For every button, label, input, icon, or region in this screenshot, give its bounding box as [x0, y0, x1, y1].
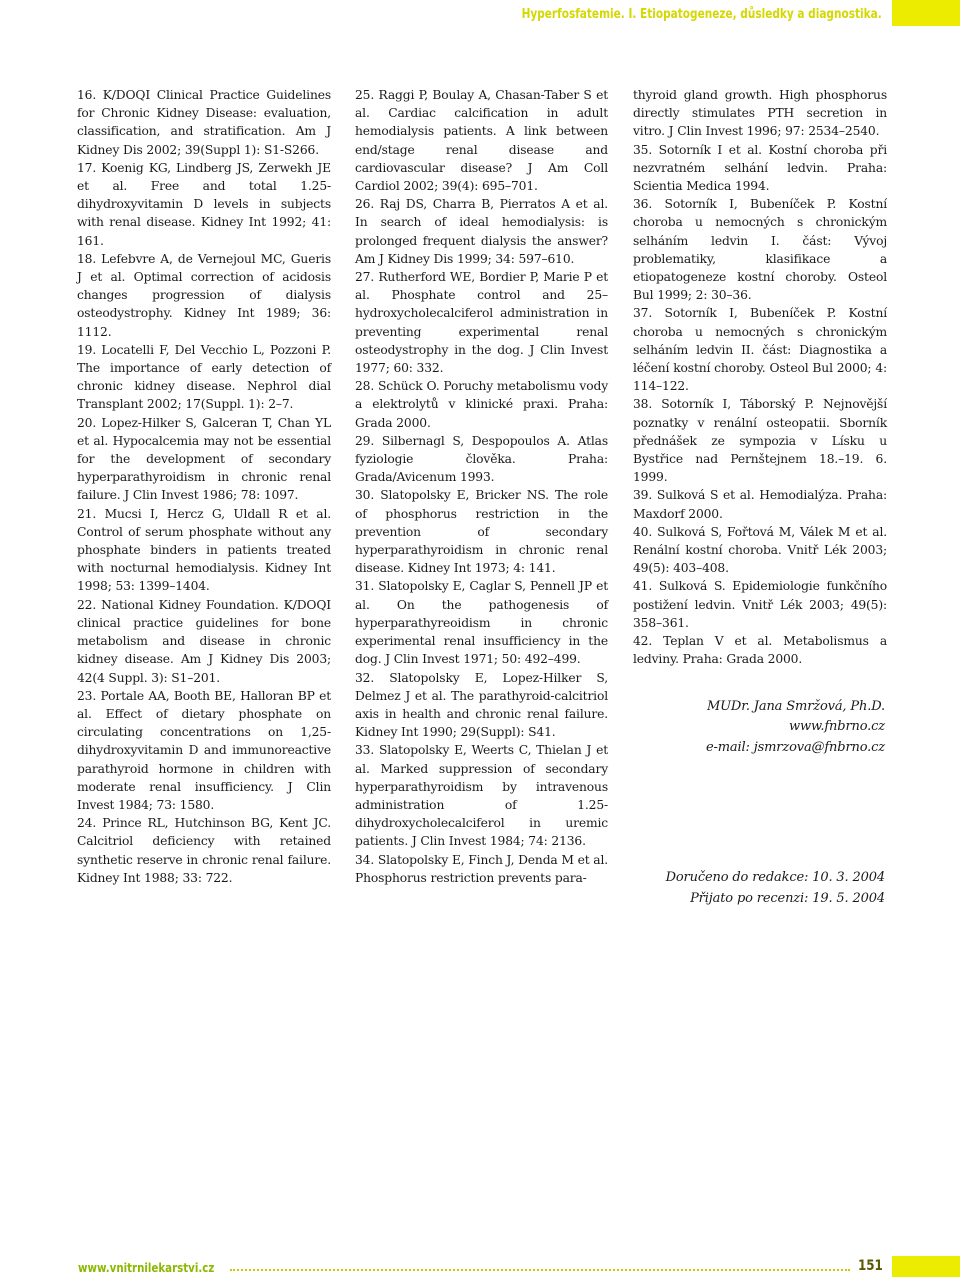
reference-item: 41. Sulková S. Epidemiologie funkčního postižení ledvin. Vnitř Lék 2003; 49(5): 358–361.: [633, 579, 887, 630]
footer-url-link[interactable]: www.vnitrnilekarstvi.cz: [78, 1260, 215, 1275]
footer-color-bar: [892, 1256, 960, 1277]
reference-item: 29. Silbernagl S, Despopoulos A. Atlas fyziologie člověka. Praha: Grada/Avicenum 1993.: [355, 433, 608, 485]
reference-item: 23. Portale AA, Booth BE, Halloran BP et al. Effect of dietary phosphate on circulating concentrations on 1,25-dihydroxyvitamin D and immunoreactive parathyroid hormone in children with moderate renal insufficiency. J Clin Invest 1984; 73: 1580.: [77, 688, 331, 812]
reference-item: 21. Mucsi I, Hercz G, Uldall R et al. Control of serum phosphate without any phosphate binders in patients treated with nocturnal hemodialysis. Kidney Int 1998; 53: 1399–1404.: [77, 506, 331, 594]
footer-dotted-divider: [230, 1269, 850, 1271]
references-column-1: [77, 86, 331, 887]
reference-item: 28. Schück O. Poruchy metabolismu vody a elektrolytů v klinické praxi. Praha: Grada 2000.: [355, 379, 608, 430]
reference-item: 26. Raj DS, Charra B, Pierratos A et al. In search of ideal hemodialysis: is prolonged frequent dialysis the answer? Am J Kidney Dis 1999; 34: 597–610.: [355, 197, 608, 266]
reference-item: 32. Slatopolsky E, Lopez-Hilker S, Delmez J et al. The parathyroid-calcitriol axis in health and chronic renal failure. Kidney Int 1990; 29(Suppl): S41.: [355, 670, 608, 740]
reference-item: 25. Raggi P, Boulay A, Chasan-Taber S et al. Cardiac calcification in adult hemodialysis patients. A link between end/stage renal disease and cardiovascular disease? J Am Coll Cardiol 2002; 39(4): 695–701.: [355, 88, 608, 194]
page-number: 151: [858, 1258, 883, 1274]
references-column-3: [633, 86, 887, 909]
reference-item: 40. Sulková S, Fořtová M, Válek M et al. Renální kostní choroba. Vnitř Lék 2003; 49(5): 403–408.: [633, 524, 887, 576]
reference-item: 16. K/DOQI Clinical Practice Guidelines for Chronic Kidney Disease: evaluation, classification, and stratification. Am J Kidney Dis 2002; 39(Suppl 1): S1-S266.: [77, 88, 331, 157]
reference-item: 38. Sotorník I, Táborský P. Nejnovější poznatky v renální osteopatii. Sborník přednášek ze sympozia v Lísku u Bystřice nad Pernštejnem 18.–19. 6. 1999.: [633, 397, 887, 485]
reference-item: 33. Slatopolsky E, Weerts C, Thielan J et al. Marked suppression of secondary hyperparathyroidism by intravenous administration of 1.25-dihydroxycholecalciferol in uremic patients. J Clin Invest 1984; 74: 2136.: [355, 743, 608, 849]
reference-item: 19. Locatelli F, Del Vecchio L, Pozzoni P. The importance of early detection of chronic kidney disease. Nephrol dial Transplant 2002; 17(Suppl. 1): 2–7.: [77, 342, 331, 412]
header-color-bar: [892, 0, 960, 26]
references-column-2: [355, 86, 608, 887]
reference-item: 24. Prince RL, Hutchinson BG, Kent JC. Calcitriol deficiency with retained synthetic reserve in chronic renal failure. Kidney Int 1988; 33: 722.: [77, 816, 331, 885]
reference-item: 34. Slatopolsky E, Finch J, Denda M et al. Phosphorus restriction prevents para-: [355, 852, 608, 885]
reference-item: 27. Rutherford WE, Bordier P, Marie P et al. Phosphate control and 25–hydroxycholecalciferol administration in preventing experimental renal osteodystrophy in the dog. J Clin Invest 1977; 60: 332.: [355, 270, 608, 376]
received-date: Doručeno do redakce: 10. 3. 2004: [665, 870, 885, 885]
reference-item: 22. National Kidney Foundation. K/DOQI clinical practice guidelines for bone metabolism and disease in chronic kidney disease. Am J Kidney Dis 2003; 42(4 Suppl. 3): S1–201.: [77, 597, 331, 685]
author-contact: [633, 697, 887, 759]
reference-item: 30. Slatopolsky E, Bricker NS. The role of phosphorus restriction in the prevention of secondary hyperparathyroidism in chronic renal disease. Kidney Int 1973; 4: 141.: [355, 488, 608, 576]
reference-item: 17. Koenig KG, Lindberg JS, Zerwekh JE et al. Free and total 1.25-dihydroxyvitamin D levels in subjects with renal disease. Kidney Int 1992; 41: 161.: [77, 160, 331, 248]
reference-item: 42. Teplan V et al. Metabolismus a ledviny. Praha: Grada 2000.: [633, 634, 887, 667]
author-email[interactable]: e-mail: jsmrzova@fnbrno.cz: [705, 739, 885, 755]
submission-dates: [633, 868, 887, 909]
reference-item: 18. Lefebvre A, de Vernejoul MC, Gueris J et al. Optimal correction of acidosis changes progression of dialysis osteodystrophy. Kidney Int 1989; 36: 1112.: [77, 251, 331, 339]
author-name: MUDr. Jana Smržová, Ph.D.: [706, 698, 885, 714]
reference-item: thyroid gland growth. High phosphorus directly stimulates PTH secretion in vitro. J Clin Invest 1996; 97: 2534–2540.: [633, 88, 887, 139]
reference-item: 39. Sulková S et al. Hemodialýza. Praha: Maxdorf 2000.: [633, 488, 887, 521]
reference-item: 20. Lopez-Hilker S, Galceran T, Chan YL et al. Hypocalcemia may not be essential for the development of secondary hyperparathyroidism in chronic renal failure. J Clin Invest 1986; 78: 1097.: [77, 415, 331, 503]
reference-item: 37. Sotorník I, Bubeníček P. Kostní choroba u nemocných s chronickým selháním ledvin II. část: Diagnostika a léčení kostní choroby. Osteol Bul 2000; 4: 114–122.: [633, 306, 887, 394]
running-title: Hyperfosfatemie. I. Etiopatogeneze, důsledky a diagnostika.: [521, 6, 882, 22]
reference-item: 36. Sotorník I, Bubeníček P. Kostní choroba u nemocných s chronickým selháním ledvin I. část: Vývoj problematiky, klasifikace a etiopatogeneze kostní choroby. Osteol Bul 1999; 2: 30–36.: [633, 197, 887, 303]
reference-item: 35. Sotorník I et al. Kostní choroba při nezvratném selhání ledvin. Praha: Scientia Medica 1994.: [633, 142, 887, 194]
reference-item: 31. Slatopolsky E, Caglar S, Pennell JP et al. On the pathogenesis of hyperparathyreoidism in chronic experimental renal insufficiency in the dog. J Clin Invest 1971; 50: 492–499.: [355, 579, 608, 667]
author-website[interactable]: www.fnbrno.cz: [789, 719, 885, 734]
accepted-date: Přijato po recenzi: 19. 5. 2004: [690, 890, 885, 906]
